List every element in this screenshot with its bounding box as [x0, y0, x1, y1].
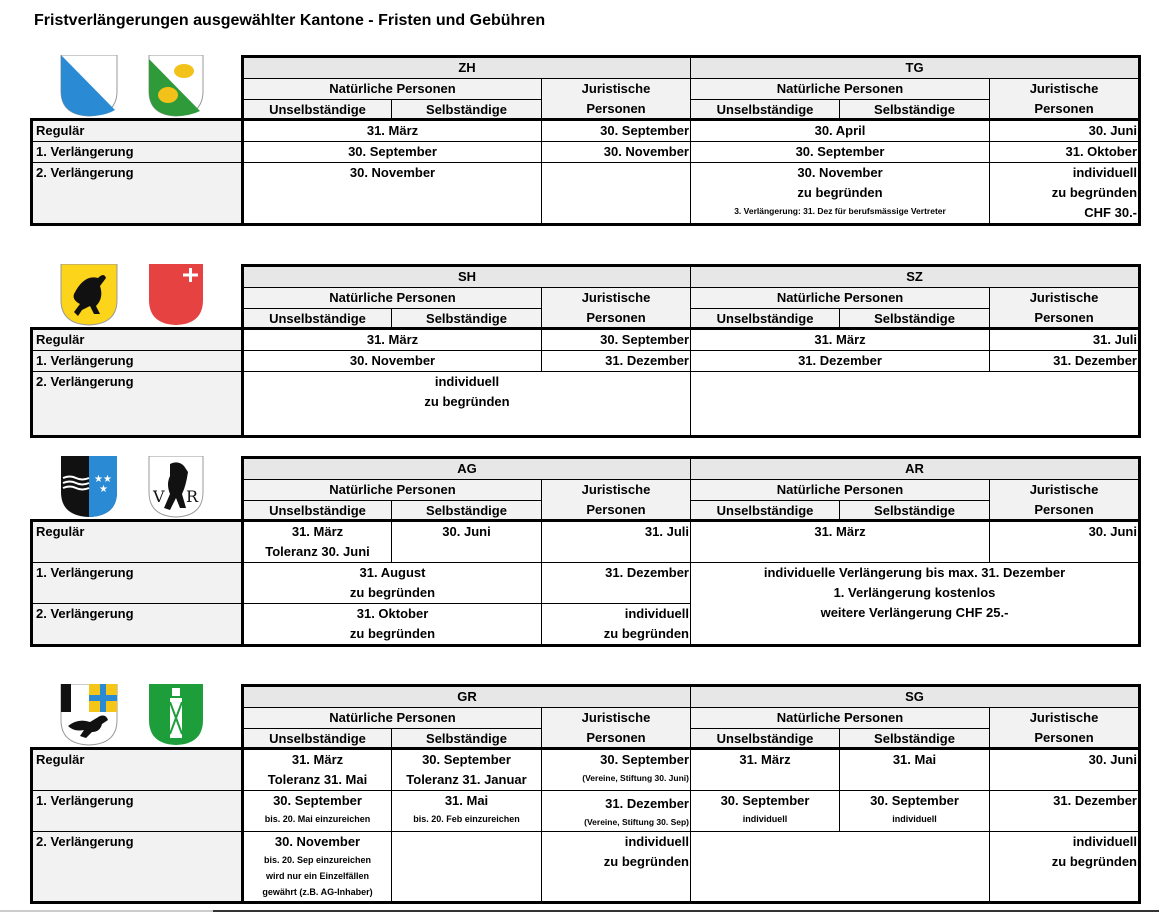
ag-ext2-legal: individuell zu begründen [542, 604, 691, 646]
ag-regular-self: 30. Juni [392, 521, 542, 563]
row-label-ext2: 2. Verlängerung [32, 163, 243, 225]
gr-regular-legal: 30. September (Vereine, Stiftung 30. Juni) [542, 749, 691, 791]
gr-regular-employed: 31. März Toleranz 31. Mai [243, 749, 392, 791]
row-label-regular: Regulär [32, 749, 243, 791]
sz-ext1-natural: 31. Dezember [691, 351, 990, 372]
graubuenden-crest-icon [60, 684, 118, 746]
row-label-ext1: 1. Verlängerung [32, 791, 243, 832]
legal-persons-header: Juristische Personen [542, 708, 691, 750]
sg-ext1-employed: 30. September individuell [691, 791, 840, 832]
gr-regular-self: 30. September Toleranz 31. Januar [392, 749, 542, 791]
tg-regular-natural: 30. April [691, 120, 990, 142]
canton-header-table [241, 264, 1141, 330]
natural-persons-header: Natürliche Personen [691, 288, 990, 309]
zh-ext1-legal: 30. November [542, 142, 691, 163]
natural-persons-header: Natürliche Personen [691, 480, 990, 501]
natural-persons-header: Natürliche Personen [243, 79, 542, 100]
svg-text:V: V [153, 487, 165, 506]
sg-ext1-self: 30. September individuell [840, 791, 990, 832]
ar-regular-legal: 30. Juni [990, 521, 1140, 563]
canton-code-ag: AG [243, 458, 691, 480]
aargau-crest-icon [60, 456, 118, 518]
natural-persons-header: Natürliche Personen [243, 708, 542, 729]
natural-persons-header: Natürliche Personen [691, 708, 990, 729]
employed-header: Unselbständige [243, 729, 392, 750]
self-employed-header: Selbständige [840, 501, 990, 522]
legal-persons-header: Juristische Personen [990, 480, 1140, 522]
row-label-regular: Regulär [32, 329, 243, 351]
gr-ext1-self: 31. Mai bis. 20. Feb einzureichen [392, 791, 542, 832]
gr-ext1-legal: 31. Dezember (Vereine, Stiftung 30. Sep) [542, 791, 691, 832]
sh-regular-natural: 31. März [243, 329, 542, 351]
canton-header-table [241, 684, 1141, 750]
zurich-crest-icon [60, 55, 118, 117]
employed-header: Unselbständige [243, 100, 392, 121]
svg-text:R: R [186, 487, 199, 506]
ag-ext2-natural: 31. Oktober zu begründen [243, 604, 542, 646]
canton-code-zh: ZH [243, 57, 691, 79]
row-label-ext1: 1. Verlängerung [32, 563, 243, 604]
ag-ext1-legal: 31. Dezember [542, 563, 691, 604]
sg-regular-legal: 30. Juni [990, 749, 1140, 791]
sg-regular-employed: 31. März [691, 749, 840, 791]
gr-ext2-employed: 30. November bis. 20. Sep einzureichen wird nur ein Einzelfällen gewährt (z.B. AG-Inhaber) [243, 832, 392, 903]
tg-ext2-legal: individuell zu begründen CHF 30.- [990, 163, 1140, 225]
deadline-table-gr-sg [30, 747, 1141, 904]
row-label-ext2: 2. Verlängerung [32, 604, 243, 646]
row-label-regular: Regulär [32, 521, 243, 563]
ag-regular-employed: 31. März Toleranz 30. Juni [243, 521, 392, 563]
schaffhausen-crest-icon [60, 264, 118, 326]
ar-extension-all: individuelle Verlängerung bis max. 31. Dezember 1. Verlängerung kostenlos weitere Verlängerung CHF 25.- [691, 563, 1140, 646]
canton-code-sg: SG [691, 686, 1140, 708]
self-employed-header: Selbständige [392, 729, 542, 750]
self-employed-header: Selbständige [392, 100, 542, 121]
zh-regular-natural: 31. März [243, 120, 542, 142]
schwyz-crest-icon [148, 264, 204, 326]
ar-regular-natural: 31. März [691, 521, 990, 563]
natural-persons-header: Natürliche Personen [243, 288, 542, 309]
sz-regular-legal: 31. Juli [990, 329, 1140, 351]
sh-regular-legal: 30. September [542, 329, 691, 351]
row-label-ext1: 1. Verlängerung [32, 142, 243, 163]
deadline-table-sh-sz [30, 327, 1141, 438]
legal-persons-header: Juristische Personen [542, 79, 691, 121]
employed-header: Unselbständige [691, 729, 840, 750]
canton-code-sh: SH [243, 266, 691, 288]
gr-ext2-self [392, 832, 542, 903]
canton-code-gr: GR [243, 686, 691, 708]
tg-ext3-note: 3. Verlängerung: 31. Dez für berufsmässige Vertreter [734, 206, 946, 216]
tg-regular-legal: 30. Juni [990, 120, 1140, 142]
canton-header-table [241, 55, 1141, 121]
appenzell-ausserrhoden-crest-icon [148, 456, 204, 518]
canton-header-table [241, 456, 1141, 522]
svg-text:★★: ★★ [94, 474, 112, 485]
zh-ext2-legal [542, 163, 691, 225]
sg-ext1-legal: 31. Dezember [990, 791, 1140, 832]
self-employed-header: Selbständige [840, 100, 990, 121]
zh-regular-legal: 30. September [542, 120, 691, 142]
thurgau-crest-icon [148, 55, 204, 117]
deadline-table-ag-ar [30, 519, 1141, 647]
footer-divider [213, 910, 1159, 912]
sh-ext1-natural: 30. November [243, 351, 542, 372]
canton-code-sz: SZ [691, 266, 1140, 288]
employed-header: Unselbständige [691, 501, 840, 522]
footer-divider [0, 910, 213, 912]
canton-code-tg: TG [691, 57, 1140, 79]
natural-persons-header: Natürliche Personen [691, 79, 990, 100]
zh-ext2-natural: 30. November [243, 163, 542, 225]
tg-ext2-natural: 30. November zu begründen 3. Verlängerung: 31. Dez für berufsmässige Vertreter [691, 163, 990, 225]
employed-header: Unselbständige [691, 100, 840, 121]
sz-regular-natural: 31. März [691, 329, 990, 351]
row-label-ext2: 2. Verlängerung [32, 372, 243, 437]
ag-ext1-natural: 31. August zu begründen [243, 563, 542, 604]
sg-regular-self: 31. Mai [840, 749, 990, 791]
employed-header: Unselbständige [243, 309, 392, 330]
row-label-ext2: 2. Verlängerung [32, 832, 243, 903]
sg-ext2-legal: individuell zu begründen [990, 832, 1140, 903]
ag-regular-legal: 31. Juli [542, 521, 691, 563]
legal-persons-header: Juristische Personen [990, 288, 1140, 330]
employed-header: Unselbständige [691, 309, 840, 330]
gr-ext2-legal: individuell zu begründen [542, 832, 691, 903]
legal-persons-header: Juristische Personen [990, 79, 1140, 121]
legal-persons-header: Juristische Personen [990, 708, 1140, 750]
legal-persons-header: Juristische Personen [542, 480, 691, 522]
svg-text:★: ★ [99, 484, 108, 495]
self-employed-header: Selbständige [840, 729, 990, 750]
sz-ext2-all [691, 372, 1140, 437]
tg-ext1-natural: 30. September [691, 142, 990, 163]
self-employed-header: Selbständige [392, 309, 542, 330]
tg-ext1-legal: 31. Oktober [990, 142, 1140, 163]
employed-header: Unselbständige [243, 501, 392, 522]
self-employed-header: Selbständige [392, 501, 542, 522]
canton-code-ar: AR [691, 458, 1140, 480]
deadline-table-zh-tg [30, 118, 1141, 226]
self-employed-header: Selbständige [840, 309, 990, 330]
sg-ext2-natural [691, 832, 990, 903]
zh-ext1-natural: 30. September [243, 142, 542, 163]
row-label-ext1: 1. Verlängerung [32, 351, 243, 372]
sz-ext1-legal: 31. Dezember [990, 351, 1140, 372]
gr-ext1-employed: 30. September bis. 20. Mai einzureichen [243, 791, 392, 832]
natural-persons-header: Natürliche Personen [243, 480, 542, 501]
sh-ext1-legal: 31. Dezember [542, 351, 691, 372]
row-label-regular: Regulär [32, 120, 243, 142]
legal-persons-header: Juristische Personen [542, 288, 691, 330]
st-gallen-crest-icon [148, 684, 204, 746]
page-title: Fristverlängerungen ausgewählter Kantone - Fristen und Gebühren [34, 12, 546, 29]
sh-ext2-all: individuell zu begründen [243, 372, 691, 437]
